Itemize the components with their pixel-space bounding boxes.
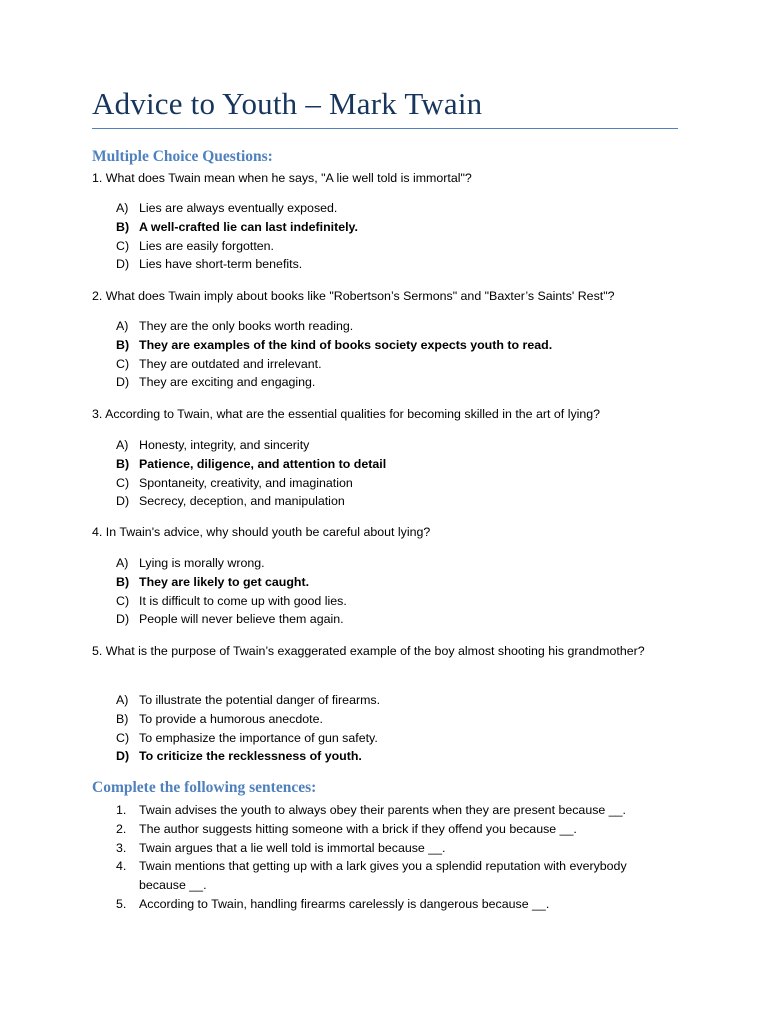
option-letter: D) xyxy=(116,257,130,272)
completion-item-3 xyxy=(116,839,674,858)
option-letter: A) xyxy=(116,438,129,452)
completion-item-4 xyxy=(116,857,674,895)
option-text: Patience, diligence, and attention to detail xyxy=(139,456,387,471)
option-letter: C) xyxy=(116,475,130,490)
option-text: Lies have short-term benefits. xyxy=(139,257,303,272)
option-letter: B) xyxy=(116,456,130,471)
option-letter: C) xyxy=(116,730,130,745)
option-text: People will never believe them again. xyxy=(139,612,344,627)
document-title: Advice to Youth – Mark Twain xyxy=(92,86,483,121)
option-letter: C) xyxy=(116,593,130,608)
option-text: A well-crafted lie can last indefinitely. xyxy=(139,219,358,234)
option-letter: A) xyxy=(116,693,129,707)
item-number: 5. xyxy=(116,896,127,911)
completion-item-5 xyxy=(116,895,674,914)
option-text: To provide a humorous anecdote. xyxy=(139,711,323,726)
option-letter: C) xyxy=(116,238,130,253)
option-text: They are examples of the kind of books society expects youth to read. xyxy=(139,337,553,352)
option-letter: A) xyxy=(116,319,129,333)
item-number: 3. xyxy=(116,840,127,855)
option-letter: D) xyxy=(116,375,130,390)
item-text: According to Twain, handling firearms carelessly is dangerous because __. xyxy=(139,896,550,911)
option-text: To criticize the recklessness of youth. xyxy=(139,749,362,764)
title-divider xyxy=(92,128,678,129)
item-text: Twain argues that a lie well told is immortal because __. xyxy=(139,840,446,855)
option-text: Honesty, integrity, and sincerity xyxy=(139,438,310,452)
item-text: Twain mentions that getting up with a lark gives you a splendid reputation with everybody because __. xyxy=(139,859,627,893)
question-2: 2. What does Twain imply about books like "Robertson’s Sermons" and "Baxter’s Saints' Rest"? xyxy=(92,289,615,303)
mcq-heading: Multiple Choice Questions: xyxy=(92,148,273,165)
completion-heading: Complete the following sentences: xyxy=(92,779,317,796)
question-5: 5. What is the purpose of Twain’s exaggerated example of the boy almost shooting his grandmother? xyxy=(92,644,645,658)
completion-item-2 xyxy=(116,820,674,839)
option-text: It is difficult to come up with good lies. xyxy=(139,593,347,608)
option-text: Lies are always eventually exposed. xyxy=(139,201,338,215)
item-text: The author suggests hitting someone with a brick if they offend you because __. xyxy=(139,821,577,836)
item-number: 1. xyxy=(116,803,127,817)
completion-list xyxy=(116,801,674,914)
option-letter: D) xyxy=(116,749,130,764)
option-letter: A) xyxy=(116,556,129,570)
option-letter: B) xyxy=(116,711,129,726)
option-letter: B) xyxy=(116,219,130,234)
option-text: Lying is morally wrong. xyxy=(139,556,265,570)
option-letter: C) xyxy=(116,356,130,371)
option-letter: B) xyxy=(116,574,130,589)
completion-item-1 xyxy=(116,801,674,820)
item-number: 2. xyxy=(116,821,127,836)
option-letter: A) xyxy=(116,201,129,215)
question-1: 1. What does Twain mean when he says, "A lie well told is immortal"? xyxy=(92,171,472,185)
option-letter: D) xyxy=(116,612,130,627)
option-text: They are likely to get caught. xyxy=(139,574,310,589)
option-text: They are exciting and engaging. xyxy=(139,375,316,390)
option-text: Secrecy, deception, and manipulation xyxy=(139,494,345,509)
option-text: Spontaneity, creativity, and imagination xyxy=(139,475,353,490)
option-text: To illustrate the potential danger of firearms. xyxy=(139,693,381,707)
option-text: Lies are easily forgotten. xyxy=(139,238,274,253)
item-number: 4. xyxy=(116,859,127,874)
question-4: 4. In Twain's advice, why should youth be careful about lying? xyxy=(92,525,431,539)
option-text: To emphasize the importance of gun safety. xyxy=(139,730,378,745)
option-letter: D) xyxy=(116,494,130,509)
question-3: 3. According to Twain, what are the essential qualities for becoming skilled in the art of lying? xyxy=(92,407,601,421)
option-letter: B) xyxy=(116,337,130,352)
option-text: They are outdated and irrelevant. xyxy=(139,356,322,371)
item-text: Twain advises the youth to always obey their parents when they are present because __. xyxy=(139,803,626,817)
option-text: They are the only books worth reading. xyxy=(139,319,354,333)
